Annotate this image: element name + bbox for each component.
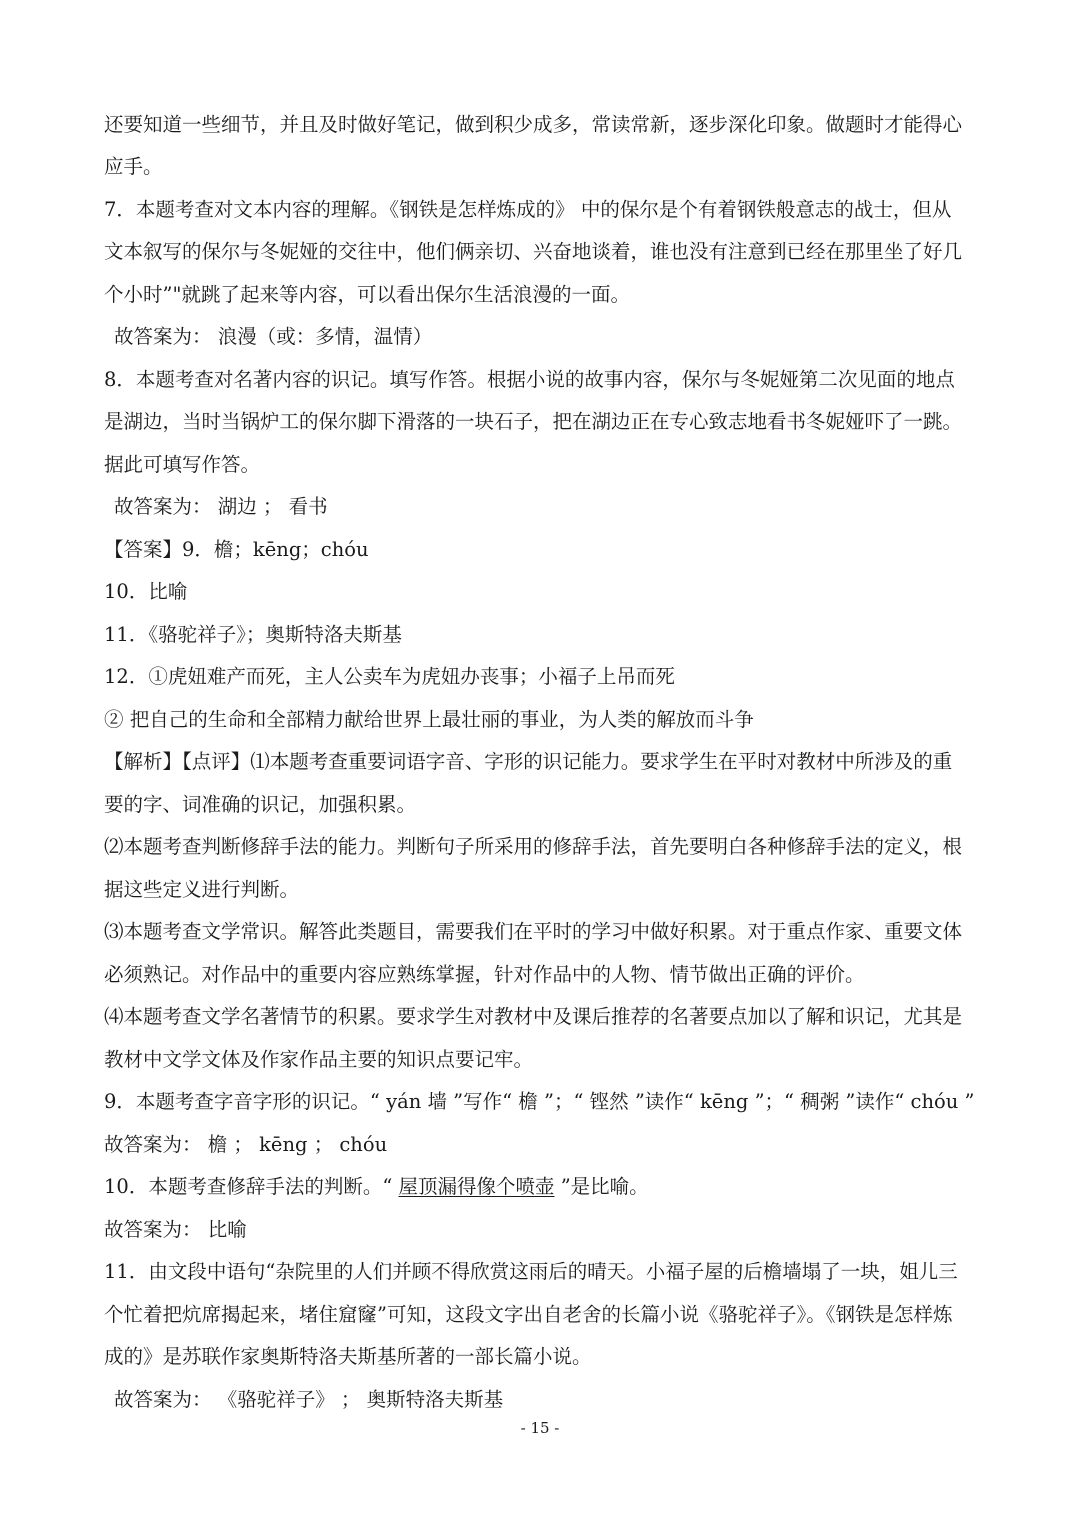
answer-line: 故答案为： 《骆驼祥子》 ； 奥斯特洛夫斯基 xyxy=(114,1388,504,1411)
text-line: ⑷本题考查文学名著情节的积累。要求学生对教材中及课后推荐的名著要点加以了解和识记，尤其是 xyxy=(104,1005,963,1028)
text-line: 个小时”"就跳了起来等内容，可以看出保尔生活浪漫的一面。 xyxy=(104,283,630,306)
answer-heading: 【答案】9．檐；kēng；chóu xyxy=(104,538,369,561)
text-line: 9．本题考查字音字形的识记。“ yán 墙 ”写作“ 檐 ”；“ 铿然 ”读作“ kēng ”；“ 稠粥 ”读作“ chóu ” xyxy=(104,1090,975,1113)
text-line: 据这些定义进行判断。 xyxy=(104,878,300,901)
text-line: 成的》是苏联作家奥斯特洛夫斯基所著的一部长篇小说。 xyxy=(104,1345,592,1368)
text-line: 文本叙写的保尔与冬妮娅的交往中，他们俩亲切、兴奋地谈着，谁也没有注意到已经在那里坐了好几 xyxy=(104,240,963,263)
text-segment: ”是比喻。 xyxy=(554,1175,649,1198)
text-line: 要的字、词准确的识记，加强积累。 xyxy=(104,793,417,816)
text-line: 教材中文学文体及作家作品主要的知识点要记牢。 xyxy=(104,1048,534,1071)
text-line: 还要知道一些细节，并且及时做好笔记，做到积少成多，常读常新，逐步深化印象。做题时才能得心 xyxy=(104,113,963,136)
answer-line: 故答案为： 檐 ； kēng ； chóu xyxy=(104,1133,388,1156)
answer-line: 故答案为： 比喻 xyxy=(104,1218,247,1241)
text-line: 是湖边，当时当锅炉工的保尔脚下滑落的一块石子，把在湖边正在专心致志地看书冬妮娅吓了一跳。 xyxy=(104,410,963,433)
answer-line: 故答案为： 浪漫（或：多情，温情） xyxy=(114,325,433,348)
underlined-quote: 屋顶漏得像个喷壶 xyxy=(398,1175,555,1198)
text-line: 个忙着把炕席揭起来，堵住窟窿”可知，这段文字出自老舍的长篇小说《骆驼祥子》。《钢铁是怎样炼 xyxy=(104,1303,953,1326)
text-line: 应手。 xyxy=(104,155,163,178)
text-line: 11．《骆驼祥子》；奥斯特洛夫斯基 xyxy=(104,623,402,646)
text-line: 据此可填写作答。 xyxy=(104,453,261,476)
text-line: 必须熟记。对作品中的重要内容应熟练掌握，针对作品中的人物、情节做出正确的评价。 xyxy=(104,963,865,986)
text-line: 10．比喻 xyxy=(104,580,188,603)
text-line xyxy=(104,1173,980,1201)
text-line: 8．本题考查对名著内容的识记。填写作答。根据小说的故事内容，保尔与冬妮娅第二次见面的地点 xyxy=(104,368,955,391)
text-line: 12．①虎妞难产而死，主人公卖车为虎妞办丧事；小福子上吊而死 xyxy=(104,665,675,688)
text-line: 7．本题考查对文本内容的理解。《钢铁是怎样炼成的》 中的保尔是个有着钢铁般意志的战士，但从 xyxy=(104,198,952,221)
text-line: ② 把自己的生命和全部精力献给世界上最壮丽的事业，为人类的解放而斗争 xyxy=(104,708,754,731)
text-segment: 10．本题考查修辞手法的判断。“ xyxy=(104,1175,399,1198)
text-line: ⑵本题考查判断修辞手法的能力。判断句子所采用的修辞手法，首先要明白各种修辞手法的定义，根 xyxy=(104,835,963,858)
answer-line: 故答案为： 湖边 ； 看书 xyxy=(114,495,328,518)
page-number: - 15 - xyxy=(520,1419,560,1437)
analysis-heading: 【解析】【点评】⑴本题考查重要词语字音、字形的识记能力。要求学生在平时对教材中所涉及的重 xyxy=(104,750,953,773)
text-line: ⑶本题考查文学常识。解答此类题目，需要我们在平时的学习中做好积累。对于重点作家、重要文体 xyxy=(104,920,963,943)
text-line: 11．由文段中语句“杂院里的人们并顾不得欣赏这雨后的晴天。小福子屋的后檐墙塌了一块，姐儿三 xyxy=(104,1260,958,1283)
